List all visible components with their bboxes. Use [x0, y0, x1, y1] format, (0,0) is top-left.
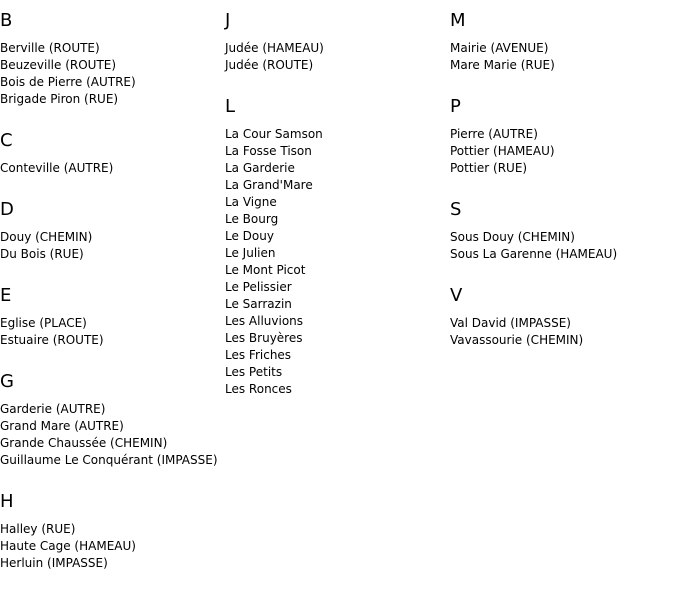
street-entry: Le Mont Picot: [225, 263, 306, 277]
letter-section: [450, 285, 675, 349]
letter-section: [225, 10, 450, 74]
letter-heading: V: [450, 285, 463, 306]
street-entry: Mare Marie (RUE): [450, 58, 555, 72]
letter-section: [450, 96, 675, 177]
street-list: [0, 401, 225, 469]
letter-section: [0, 199, 225, 263]
letter-section: [0, 10, 225, 108]
letter-heading: E: [0, 285, 12, 306]
letter-heading: C: [0, 130, 13, 151]
index-column: [225, 0, 450, 398]
street-entry: Grand Mare (AUTRE): [0, 419, 124, 433]
letter-section: [0, 130, 225, 177]
letter-heading: S: [450, 199, 462, 220]
street-entry: Haute Cage (HAMEAU): [0, 539, 136, 553]
street-entry: Conteville (AUTRE): [0, 161, 114, 175]
street-entry: Judée (HAMEAU): [225, 41, 324, 55]
street-entry: Douy (CHEMIN): [0, 230, 93, 244]
street-list: [0, 229, 225, 263]
letter-section: [450, 10, 675, 74]
street-entry: Herluin (IMPASSE): [0, 556, 108, 570]
letter-section: [0, 491, 225, 572]
street-entry: Sous La Garenne (HAMEAU): [450, 247, 618, 261]
letter-heading: M: [450, 10, 466, 31]
street-entry: Pierre (AUTRE): [450, 127, 538, 141]
street-entry: Le Pelissier: [225, 280, 292, 294]
street-entry: Brigade Piron (RUE): [0, 92, 119, 106]
street-entry: Bois de Pierre (AUTRE): [0, 75, 136, 89]
letter-section: [225, 96, 450, 398]
street-entry: Les Ronces: [225, 382, 292, 396]
street-entry: La Garderie: [225, 161, 295, 175]
street-entry: Vavassourie (CHEMIN): [450, 333, 584, 347]
street-entry: Les Bruyères: [225, 331, 303, 345]
street-entry: Grande Chaussée (CHEMIN): [0, 436, 168, 450]
street-entry: Pottier (HAMEAU): [450, 144, 555, 158]
street-list: [0, 521, 225, 572]
street-entry: Judée (ROUTE): [225, 58, 314, 72]
street-entry: Les Alluvions: [225, 314, 304, 328]
street-list: [450, 315, 675, 349]
index-column: [0, 0, 225, 572]
street-entry: Les Friches: [225, 348, 292, 362]
index-column: [450, 0, 675, 349]
street-entry: Le Douy: [225, 229, 274, 243]
street-entry: Estuaire (ROUTE): [0, 333, 104, 347]
street-entry: La Grand'Mare: [225, 178, 313, 192]
street-list: [0, 315, 225, 349]
letter-heading: J: [225, 10, 231, 31]
street-list: [225, 126, 450, 398]
street-entry: Du Bois (RUE): [0, 247, 84, 261]
letter-heading: L: [225, 96, 236, 117]
street-entry: Halley (RUE): [0, 522, 76, 536]
street-entry: Beuzeville (ROUTE): [0, 58, 117, 72]
street-entry: Les Petits: [225, 365, 283, 379]
street-list: [450, 40, 675, 74]
letter-heading: H: [0, 491, 14, 512]
street-list: [450, 229, 675, 263]
street-entry: Sous Douy (CHEMIN): [450, 230, 575, 244]
letter-heading: B: [0, 10, 13, 31]
letter-section: [0, 371, 225, 469]
street-list: [225, 40, 450, 74]
street-entry: Le Sarrazin: [225, 297, 292, 311]
street-entry: La Fosse Tison: [225, 144, 312, 158]
street-entry: La Cour Samson: [225, 127, 323, 141]
letter-heading: G: [0, 371, 14, 392]
street-entry: Eglise (PLACE): [0, 316, 87, 330]
street-entry: Le Julien: [225, 246, 276, 260]
street-list: [450, 126, 675, 177]
street-list: [0, 160, 225, 177]
street-list: [0, 40, 225, 108]
letter-heading: P: [450, 96, 461, 117]
street-entry: Berville (ROUTE): [0, 41, 100, 55]
street-entry: Guillaume Le Conquérant (IMPASSE): [0, 453, 218, 467]
street-entry: La Vigne: [225, 195, 277, 209]
letter-section: [450, 199, 675, 263]
street-entry: Le Bourg: [225, 212, 279, 226]
street-entry: Val David (IMPASSE): [450, 316, 571, 330]
letter-heading: D: [0, 199, 14, 220]
letter-section: [0, 285, 225, 349]
street-entry: Mairie (AVENUE): [450, 41, 549, 55]
street-entry: Pottier (RUE): [450, 161, 528, 175]
street-entry: Garderie (AUTRE): [0, 402, 106, 416]
